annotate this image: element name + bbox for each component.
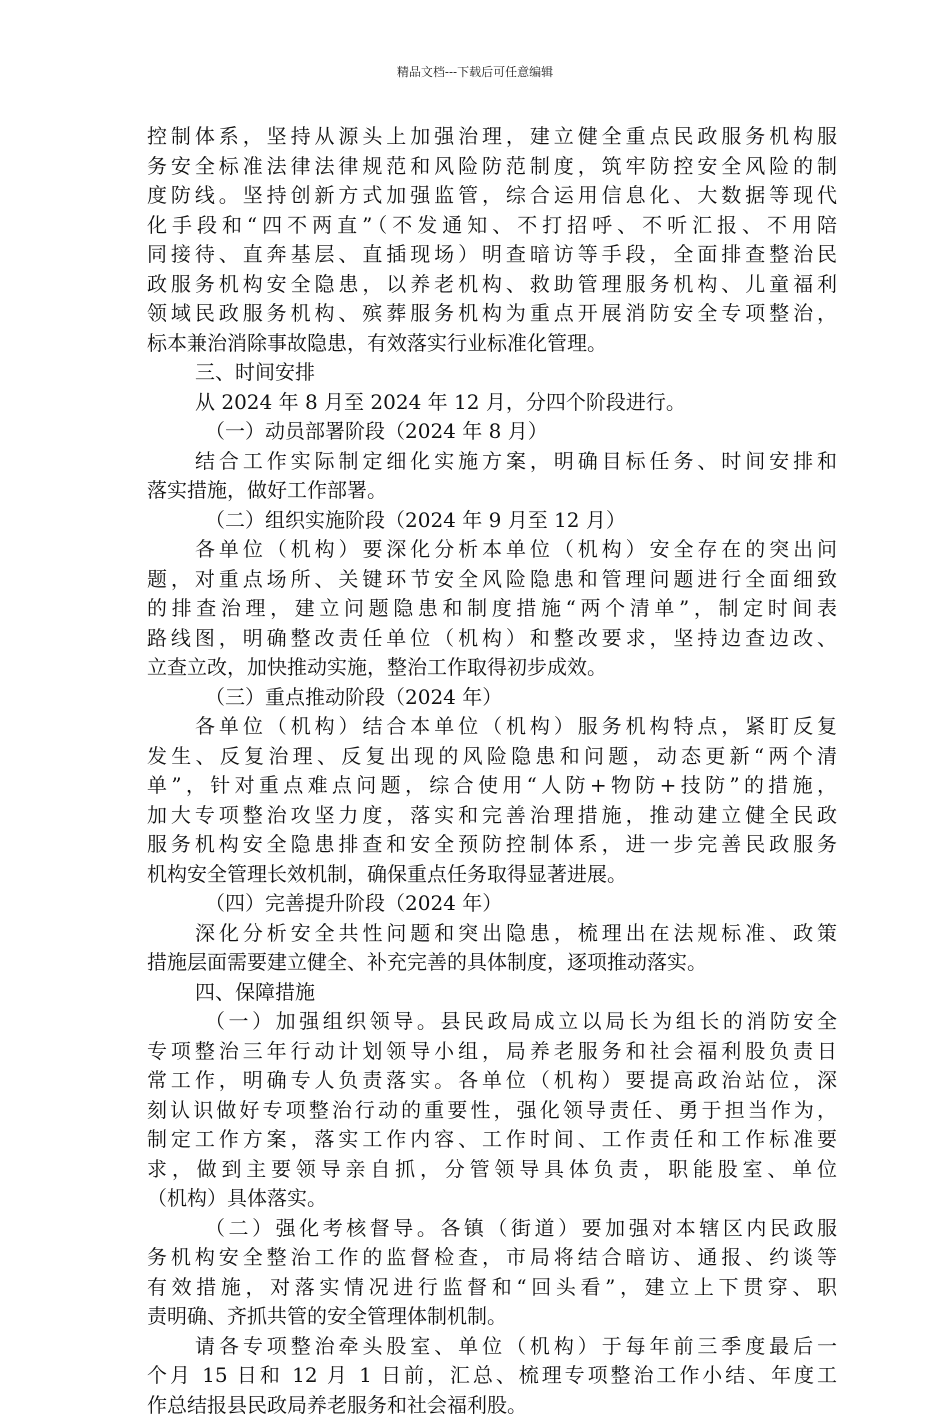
text-line: 服务机构安全隐患排查和安全预防控制体系，进一步完善民政服务 bbox=[147, 830, 837, 860]
text-line: 发生、反复治理、反复出现的风险隐患和问题，动态更新“两个清 bbox=[147, 742, 837, 772]
text-line: 务安全标准法律法律规范和风险防范制度，筑牢防控安全风险的制 bbox=[147, 152, 837, 182]
text-line: 四、保障措施 bbox=[147, 978, 837, 1008]
text-line: （一）加强组织领导。县民政局成立以局长为组长的消防安全 bbox=[147, 1007, 837, 1037]
text-line: （一）动员部署阶段（2024 年 8 月） bbox=[147, 417, 837, 447]
text-line: 立查立改，加快推动实施，整治工作取得初步成效。 bbox=[147, 653, 837, 683]
text-line: 机构安全管理长效机制，确保重点任务取得显著进展。 bbox=[147, 860, 837, 890]
text-line: 路线图，明确整改责任单位（机构）和整改要求，坚持边查边改、 bbox=[147, 624, 837, 654]
text-line: 专项整治三年行动计划领导小组，局养老服务和社会福利股负责日 bbox=[147, 1037, 837, 1067]
text-line: 刻认识做好专项整治行动的重要性，强化领导责任、勇于担当作为， bbox=[147, 1096, 837, 1126]
text-line: 请各专项整治牵头股室、单位（机构）于每年前三季度最后一 bbox=[147, 1332, 837, 1362]
text-line: （机构）具体落实。 bbox=[147, 1184, 837, 1214]
text-line: 深化分析安全共性问题和突出隐患，梳理出在法规标准、政策 bbox=[147, 919, 837, 949]
text-line: 各单位（机构）要深化分析本单位（机构）安全存在的突出问 bbox=[147, 535, 837, 565]
text-line: 政服务机构安全隐患，以养老机构、救助管理服务机构、儿童福利 bbox=[147, 270, 837, 300]
text-line: 单”，针对重点难点问题，综合使用“人防+物防+技防”的措施， bbox=[147, 771, 837, 801]
text-line: 控制体系，坚持从源头上加强治理，建立健全重点民政服务机构服 bbox=[147, 122, 837, 152]
text-line: 制定工作方案，落实工作内容、工作时间、工作责任和工作标准要 bbox=[147, 1125, 837, 1155]
text-line: 化手段和“四不两直”（不发通知、不打招呼、不听汇报、不用陪 bbox=[147, 211, 837, 241]
document-body bbox=[147, 122, 837, 1420]
text-line: 务机构安全整治工作的监督检查，市局将结合暗访、通报、约谈等 bbox=[147, 1243, 837, 1273]
text-line: 题，对重点场所、关键环节安全风险隐患和管理问题进行全面细致 bbox=[147, 565, 837, 595]
text-line: （三）重点推动阶段（2024 年） bbox=[147, 683, 837, 713]
text-line: 结合工作实际制定细化实施方案，明确目标任务、时间安排和 bbox=[147, 447, 837, 477]
text-line: 标本兼治消除事故隐患，有效落实行业标准化管理。 bbox=[147, 329, 837, 359]
text-line: 各单位（机构）结合本单位（机构）服务机构特点，紧盯反复 bbox=[147, 712, 837, 742]
text-line: 求，做到主要领导亲自抓，分管领导具体负责，职能股室、单位 bbox=[147, 1155, 837, 1185]
text-line: 的排查治理，建立问题隐患和制度措施“两个清单”，制定时间表 bbox=[147, 594, 837, 624]
text-line: 领域民政服务机构、殡葬服务机构为重点开展消防安全专项整治， bbox=[147, 299, 837, 329]
text-line: 个月 15 日和 12 月 1 日前，汇总、梳理专项整治工作小结、年度工 bbox=[147, 1361, 837, 1391]
text-line: （二）组织实施阶段（2024 年 9 月至 12 月） bbox=[147, 506, 837, 536]
text-line: 常工作，明确专人负责落实。各单位（机构）要提高政治站位，深 bbox=[147, 1066, 837, 1096]
page-header: 精品文档---下载后可任意编辑 bbox=[0, 63, 950, 80]
text-line: 有效措施，对落实情况进行监督和“回头看”，建立上下贯穿、职 bbox=[147, 1273, 837, 1303]
text-line: 落实措施，做好工作部署。 bbox=[147, 476, 837, 506]
text-line: 三、时间安排 bbox=[147, 358, 837, 388]
text-line: 度防线。坚持创新方式加强监管，综合运用信息化、大数据等现代 bbox=[147, 181, 837, 211]
text-line: 同接待、直奔基层、直插现场）明查暗访等手段，全面排查整治民 bbox=[147, 240, 837, 270]
text-line: （二）强化考核督导。各镇（街道）要加强对本辖区内民政服 bbox=[147, 1214, 837, 1244]
text-line: 从 2024 年 8 月至 2024 年 12 月，分四个阶段进行。 bbox=[147, 388, 837, 418]
text-line: 措施层面需要建立健全、补充完善的具体制度，逐项推动落实。 bbox=[147, 948, 837, 978]
text-line: 加大专项整治攻坚力度，落实和完善治理措施，推动建立健全民政 bbox=[147, 801, 837, 831]
text-line: 责明确、齐抓共管的安全管理体制机制。 bbox=[147, 1302, 837, 1332]
text-line: 作总结报县民政局养老服务和社会福利股。 bbox=[147, 1391, 837, 1420]
text-line: （四）完善提升阶段（2024 年） bbox=[147, 889, 837, 919]
